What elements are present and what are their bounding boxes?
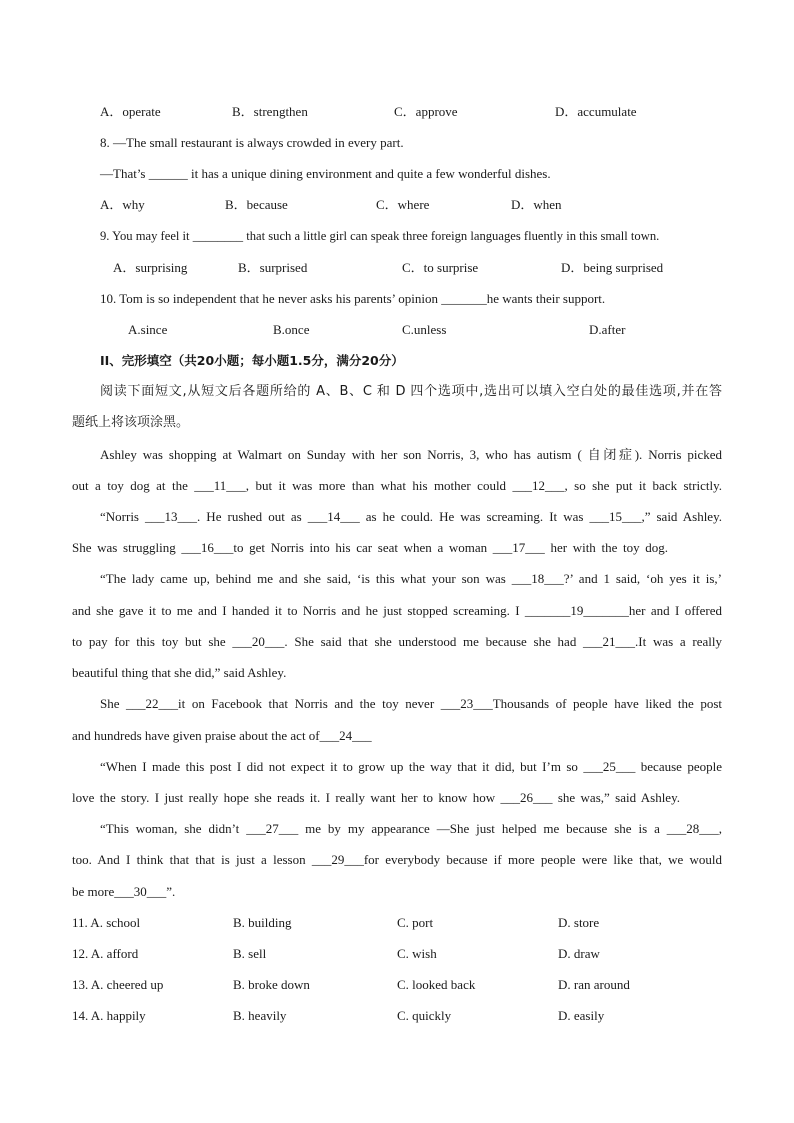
passage-line: “Norris ___13___. He rushed out as ___14___ as he could. He was screaming. It was ___15___,” said Ashley. [100, 509, 722, 524]
q8-reply: —That’s ______ it has a unique dining environment and quite a few wonderful dishes. [100, 166, 551, 181]
q7-option-c: C．approve [394, 104, 458, 119]
q10-option-b: B.once [273, 322, 310, 337]
q14-option-b: B. heavily [233, 1008, 287, 1023]
passage-line: “The lady came up, behind me and she said, ‘is this what your son was ___18___?’ and 1 said, ‘oh yes it is,’ [100, 571, 722, 586]
q10-option-a: A.since [128, 322, 168, 337]
q13-option-c: C. looked back [397, 977, 476, 992]
q13-option-d: D. ran around [558, 977, 630, 992]
passage-line: to pay for this toy but she ___20___. She said that she understood me because she had ___21___.It was a really [72, 634, 722, 649]
section-heading: II、完形填空（共20小题；每小题1.5分，满分20分） [100, 353, 404, 368]
q7-option-d: D．accumulate [555, 104, 637, 119]
q9-option-c: C．to surprise [402, 260, 479, 275]
q9-option-b: B．surprised [238, 260, 308, 275]
q8-option-d: D．when [511, 197, 562, 212]
q13-option-a: 13. A. cheered up [72, 977, 164, 992]
q9-option-d: D．being surprised [561, 260, 664, 275]
q11-option-b: B. building [233, 915, 292, 930]
q10-option-c: C.unless [402, 322, 447, 337]
q12-option-b: B. sell [233, 946, 267, 961]
q11-option-c: C. port [397, 915, 434, 930]
q7-option-a: A．operate [100, 104, 161, 119]
q10-option-d: D.after [589, 322, 626, 337]
q14-option-c: C. quickly [397, 1008, 452, 1023]
q8-stem: 8. —The small restaurant is always crowded in every part. [100, 135, 404, 150]
passage-line: She ___22___it on Facebook that Norris and the toy never ___23___Thousands of people have liked the post [100, 696, 722, 711]
q11-option-a: 11. A. school [72, 915, 141, 930]
q10-stem: 10. Tom is so independent that he never asks his parents’ opinion _______he wants their support. [100, 291, 606, 306]
passage-line: too. And I think that that is just a lesson ___29___for everybody because if more people were like that, we would [72, 852, 722, 867]
q12-option-c: C. wish [397, 946, 437, 961]
q12-option-a: 12. A. afford [72, 946, 139, 961]
q11-option-d: D. store [558, 915, 600, 930]
q9-stem: 9. You may feel it ________ that such a little girl can speak three foreign languages fluently in this small town. [100, 229, 660, 243]
passage-line: “This woman, she didn’t ___27___ me by my appearance —She just helped me because she is a ___28___, [100, 821, 722, 836]
passage-line: out a toy dog at the ___11___, but it was more than what his mother could ___12___, so she put it back strictly. [72, 478, 722, 493]
q12-option-d: D. draw [558, 946, 600, 961]
q9-option-a: A．surprising [113, 260, 188, 275]
q8-option-c: C．where [376, 197, 430, 212]
passage-line: and hundreds have given praise about the act of___24___ [72, 728, 372, 743]
passage-line: be more___30___”. [72, 884, 176, 899]
q14-option-d: D. easily [558, 1008, 605, 1023]
passage-line: love the story. I just really hope she reads it. I really want her to know how ___26___ she was,” said Ashley. [72, 790, 680, 805]
passage-line: beautiful thing that she did,” said Ashley. [72, 665, 287, 680]
passage-line: and she gave it to me and I handed it to Norris and he just stopped screaming. I _______19_______her and I offered [72, 603, 722, 618]
q14-option-a: 14. A. happily [72, 1008, 146, 1023]
q8-option-a: A．why [100, 197, 145, 212]
section-instruction-line-1: 阅读下面短文,从短文后各题所给的 A、B、C 和 D 四个选项中,选出可以填入空白处的最佳选项,并在答 [100, 384, 722, 399]
q13-option-b: B. broke down [233, 977, 310, 992]
section-instruction-line-2: 题纸上将该项涂黑。 [72, 415, 190, 430]
q8-option-b: B．because [225, 197, 288, 212]
passage-line: She was struggling ___16___to get Norris into his car seat when a woman ___17___ her with the toy dog. [72, 540, 668, 555]
q7-option-b: B．strengthen [232, 104, 308, 119]
passage-line: Ashley was shopping at Walmart on Sunday with her son Norris, 3, who has autism ( 自闭症). Norris picked [100, 447, 722, 462]
passage-line: “When I made this post I did not expect it to grow up the way that it did, but I’m so ___25___ because people [100, 759, 722, 774]
